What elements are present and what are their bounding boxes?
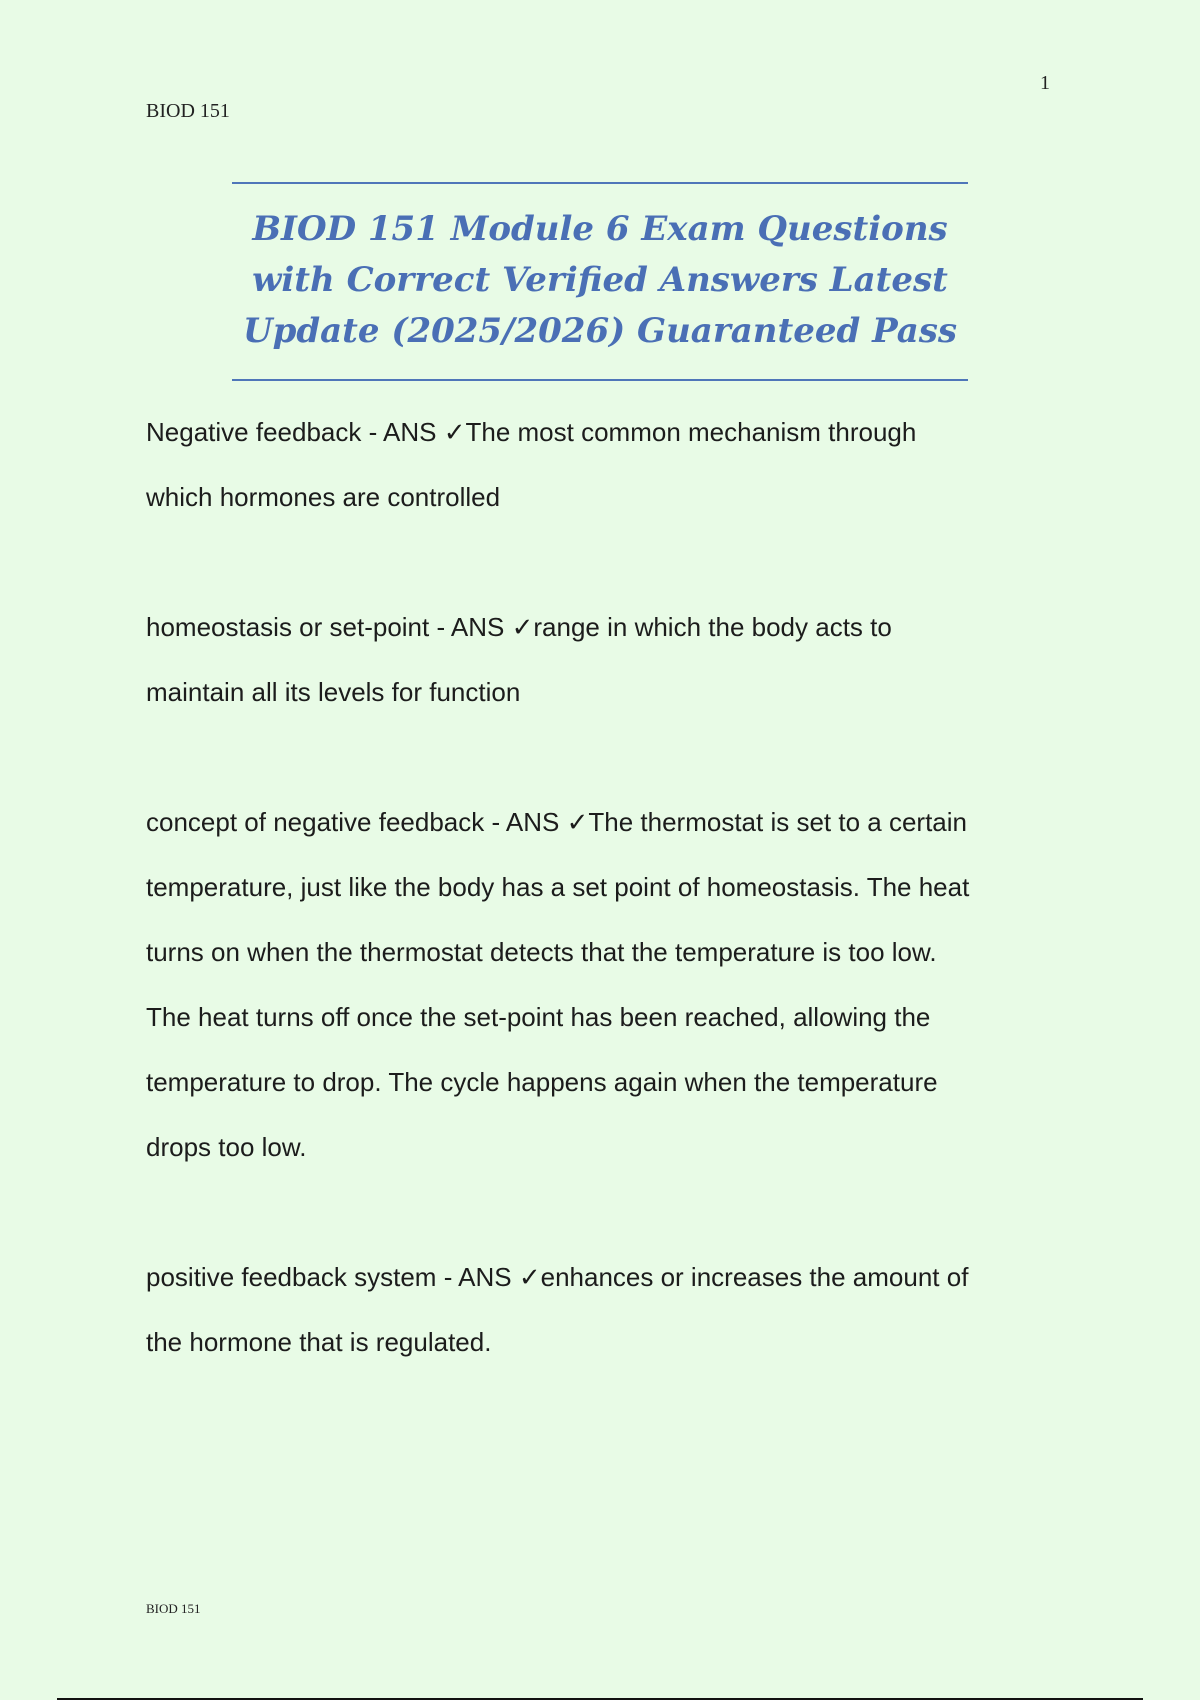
qa-item-negative-feedback: [146, 400, 1066, 530]
page-footer: BIOD 151: [146, 1601, 201, 1616]
qa-line: concept of negative feedback - ANS ✓The thermostat is set to a certain: [146, 807, 967, 837]
qa-line: positive feedback system - ANS ✓enhances or increases the amount of: [146, 1262, 969, 1292]
qa-line: The heat turns off once the set-point has been reached, allowing the: [146, 1002, 931, 1032]
qa-item-positive-feedback: [146, 1245, 1066, 1375]
qa-line: Negative feedback - ANS ✓The most common mechanism through: [146, 417, 917, 447]
page-number: 1: [1040, 72, 1050, 94]
page-header: BIOD 151: [146, 100, 230, 122]
title-line: Update (2025/2026) Guaranteed Pass: [242, 311, 958, 351]
qa-line: homeostasis or set-point - ANS ✓range in which the body acts to: [146, 612, 892, 642]
qa-line: maintain all its levels for function: [146, 677, 521, 707]
title-line: with Correct Verified Answers Latest: [252, 260, 948, 300]
qa-line: temperature, just like the body has a set point of homeostasis. The heat: [146, 872, 970, 902]
qa-line: drops too low.: [146, 1132, 307, 1162]
qa-line: temperature to drop. The cycle happens again when the temperature: [146, 1067, 938, 1097]
qa-item-concept-negative-feedback: [146, 790, 1066, 1180]
qa-line: turns on when the thermostat detects that the temperature is too low.: [146, 937, 937, 967]
document-title: [232, 182, 968, 381]
qa-item-homeostasis: [146, 595, 1066, 725]
qa-line: the hormone that is regulated.: [146, 1327, 492, 1357]
qa-line: which hormones are controlled: [146, 482, 501, 512]
qa-list: [146, 400, 1066, 1440]
title-line: BIOD 151 Module 6 Exam Questions: [252, 209, 948, 249]
